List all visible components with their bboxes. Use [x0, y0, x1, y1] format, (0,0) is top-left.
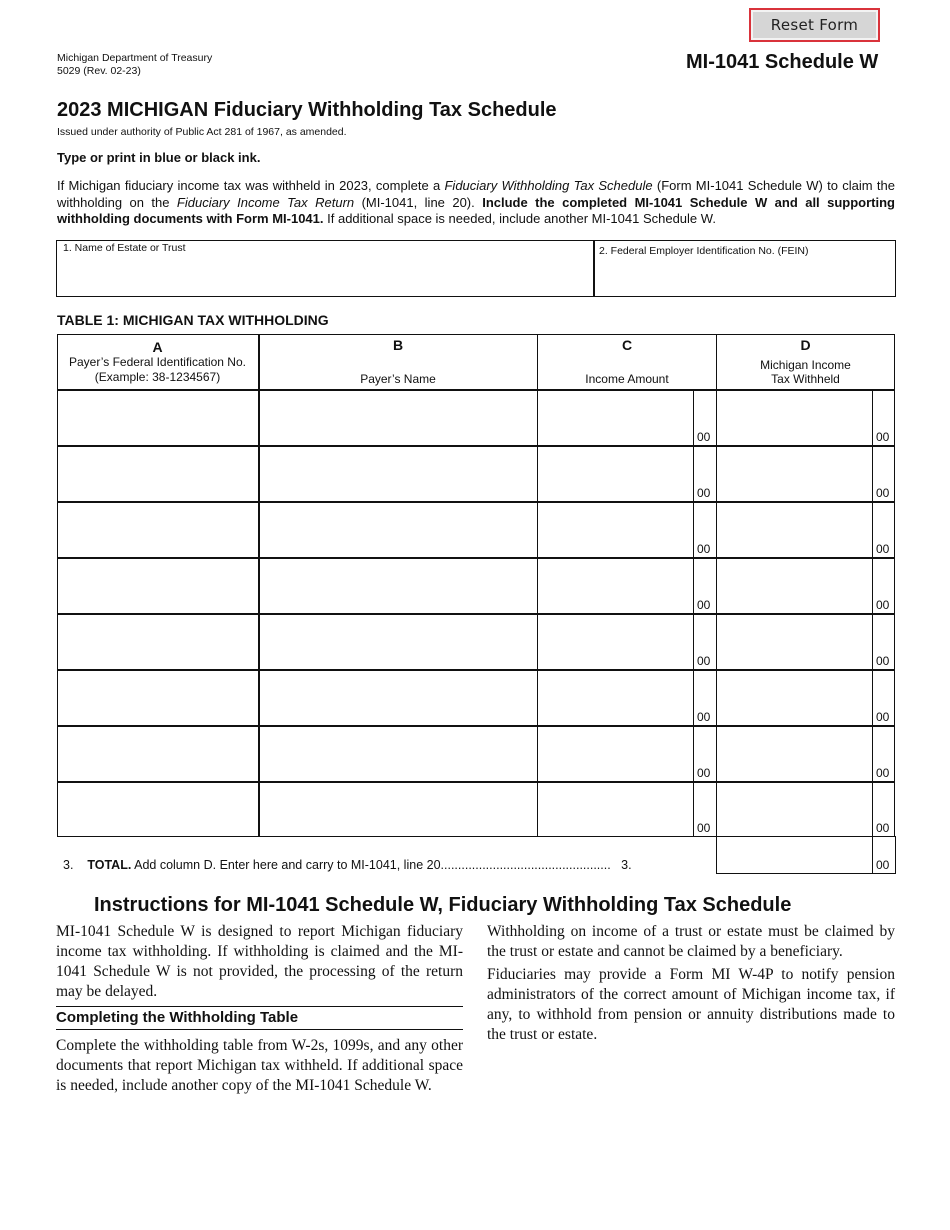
row-2-payer-id[interactable]	[58, 447, 258, 501]
row-6-withheld[interactable]	[717, 671, 872, 725]
instructions-right-paragraph-1: Withholding on income of a trust or estate must be claimed by the trust or estate and cannot be claimed by a beneficiary.	[487, 923, 895, 960]
row-4-withheld[interactable]	[717, 559, 872, 613]
row-6-payer-name[interactable]	[260, 671, 537, 725]
row-1-income[interactable]	[538, 391, 693, 445]
row-6-income[interactable]	[538, 671, 693, 725]
row-3-income[interactable]	[538, 503, 693, 557]
row-5-income[interactable]	[538, 615, 693, 669]
intro-text-4: If additional space is needed, include another MI-1041 Schedule W.	[323, 211, 716, 226]
row-4-income[interactable]	[538, 559, 693, 613]
cents-d-2: 00	[876, 486, 890, 500]
intro-italic-1: Fiduciary Withholding Tax Schedule	[444, 178, 653, 193]
cents-d-8: 00	[876, 821, 890, 835]
row-3-payer-id[interactable]	[58, 503, 258, 557]
total-line	[63, 858, 632, 872]
cents-d-5: 00	[876, 654, 890, 668]
row-7-income[interactable]	[538, 727, 693, 781]
col-b-letter: B	[392, 337, 404, 353]
intro-italic-2: Fiduciary Income Tax Return	[176, 194, 355, 210]
cents-c-1: 00	[697, 430, 711, 444]
cents-c-5: 00	[697, 654, 711, 668]
instructions-right-paragraph-2: Fiduciaries may provide a Form MI W-4P to notify pension administrators of the correct amount of Michigan income tax, if any, to withhold from pension or annuity distributions made to the trust or estate.	[487, 966, 895, 1043]
total-line-number: 3.	[63, 858, 74, 872]
total-ref: 3.	[621, 858, 632, 872]
col-a-letter: A	[152, 339, 163, 355]
intro-paragraph	[57, 178, 895, 228]
ink-instruction: Type or print in blue or black ink.	[57, 150, 261, 165]
row-5-withheld[interactable]	[717, 615, 872, 669]
intro-bold: Include the completed MI-1041 Schedule W and all supporting withholding documents with Form MI-1041.	[57, 194, 895, 226]
total-text: Add column D. Enter here and carry to MI-1041, line 20	[131, 858, 441, 872]
row-2-withheld[interactable]	[717, 447, 872, 501]
page-title: 2023 MICHIGAN Fiduciary Withholding Tax Schedule	[57, 99, 557, 121]
row-2-income[interactable]	[538, 447, 693, 501]
estate-name-label: 1. Name of Estate or Trust	[63, 242, 186, 254]
withholding-table	[57, 334, 895, 837]
department-name: Michigan Department of Treasury	[57, 52, 213, 64]
row-4-payer-name[interactable]	[260, 559, 537, 613]
row-1-payer-id[interactable]	[58, 391, 258, 445]
cents-c-2: 00	[697, 486, 711, 500]
col-c-header: Income Amount	[585, 372, 669, 386]
row-4-payer-id[interactable]	[58, 559, 258, 613]
col-b-header: Payer’s Name	[360, 372, 436, 386]
row-8-withheld[interactable]	[717, 783, 872, 836]
total-leader: .................................................	[440, 858, 611, 872]
cents-c-3: 00	[697, 542, 711, 556]
intro-text-1: If Michigan fiduciary income tax was withheld in 2023, complete a	[57, 178, 445, 193]
intro-text-3: (MI-1041, line 20).	[354, 194, 483, 210]
row-8-payer-name[interactable]	[260, 783, 537, 836]
cents-d-4: 00	[876, 598, 890, 612]
row-7-payer-name[interactable]	[260, 727, 537, 781]
col-c-letter: C	[621, 337, 633, 353]
row-8-payer-id[interactable]	[58, 783, 258, 836]
cents-d-1: 00	[876, 430, 890, 444]
row-1-withheld[interactable]	[717, 391, 872, 445]
col-d-header-2: Tax Withheld	[771, 372, 840, 386]
intro-text-2: (Form MI-1041 Schedule W) to claim the withholding on the	[57, 178, 895, 210]
col-d-letter: D	[800, 337, 811, 353]
table-title: TABLE 1: MICHIGAN TAX WITHHOLDING	[57, 312, 329, 328]
row-7-payer-id[interactable]	[58, 727, 258, 781]
row-5-payer-name[interactable]	[260, 615, 537, 669]
cents-d-6: 00	[876, 710, 890, 724]
cents-c-4: 00	[697, 598, 711, 612]
cents-c-6: 00	[697, 710, 711, 724]
row-6-payer-id[interactable]	[58, 671, 258, 725]
row-7-withheld[interactable]	[717, 727, 872, 781]
total-cents: 00	[876, 858, 890, 872]
col-a-header: Payer’s Federal Identification No.	[69, 355, 246, 369]
total-withheld-field[interactable]	[716, 836, 896, 874]
col-a-example: (Example: 38-1234567)	[94, 370, 221, 384]
total-label: TOTAL.	[87, 858, 132, 872]
section-heading-withholding-table: Completing the Withholding Table	[56, 1006, 463, 1030]
instructions-left-paragraph-2: Complete the withholding table from W-2s, 1099s, and any other documents that report Michigan tax withheld. If additional space is needed, include another copy of the MI-1041 Schedule W.	[56, 1037, 463, 1094]
row-5-payer-id[interactable]	[58, 615, 258, 669]
estate-name-field[interactable]	[56, 240, 595, 297]
row-2-payer-name[interactable]	[260, 447, 537, 501]
instructions-left-paragraph-1: MI-1041 Schedule W is designed to report Michigan fiduciary income tax withholding. If withholding is claimed and the MI-1041 Schedule W is not provided, the processing of the return may be delayed.	[56, 923, 463, 1000]
row-8-income[interactable]	[538, 783, 693, 836]
fein-label: 2. Federal Employer Identification No. (FEIN)	[599, 245, 809, 257]
row-3-payer-name[interactable]	[260, 503, 537, 557]
form-id: MI-1041 Schedule W	[686, 51, 879, 73]
cents-c-7: 00	[697, 766, 711, 780]
reset-form-button[interactable]: Reset Form	[749, 8, 880, 42]
row-3-withheld[interactable]	[717, 503, 872, 557]
col-d-header: Michigan Income	[760, 358, 851, 372]
cents-c-8: 00	[697, 821, 711, 835]
authority-note: Issued under authority of Public Act 281 of 1967, as amended.	[57, 126, 347, 138]
fein-field[interactable]	[593, 240, 896, 297]
cents-d-7: 00	[876, 766, 890, 780]
form-revision: 5029 (Rev. 02-23)	[57, 65, 141, 77]
cents-d-3: 00	[876, 542, 890, 556]
instructions-title: Instructions for MI-1041 Schedule W, Fiduciary Withholding Tax Schedule	[94, 894, 792, 916]
row-1-payer-name[interactable]	[260, 391, 537, 445]
